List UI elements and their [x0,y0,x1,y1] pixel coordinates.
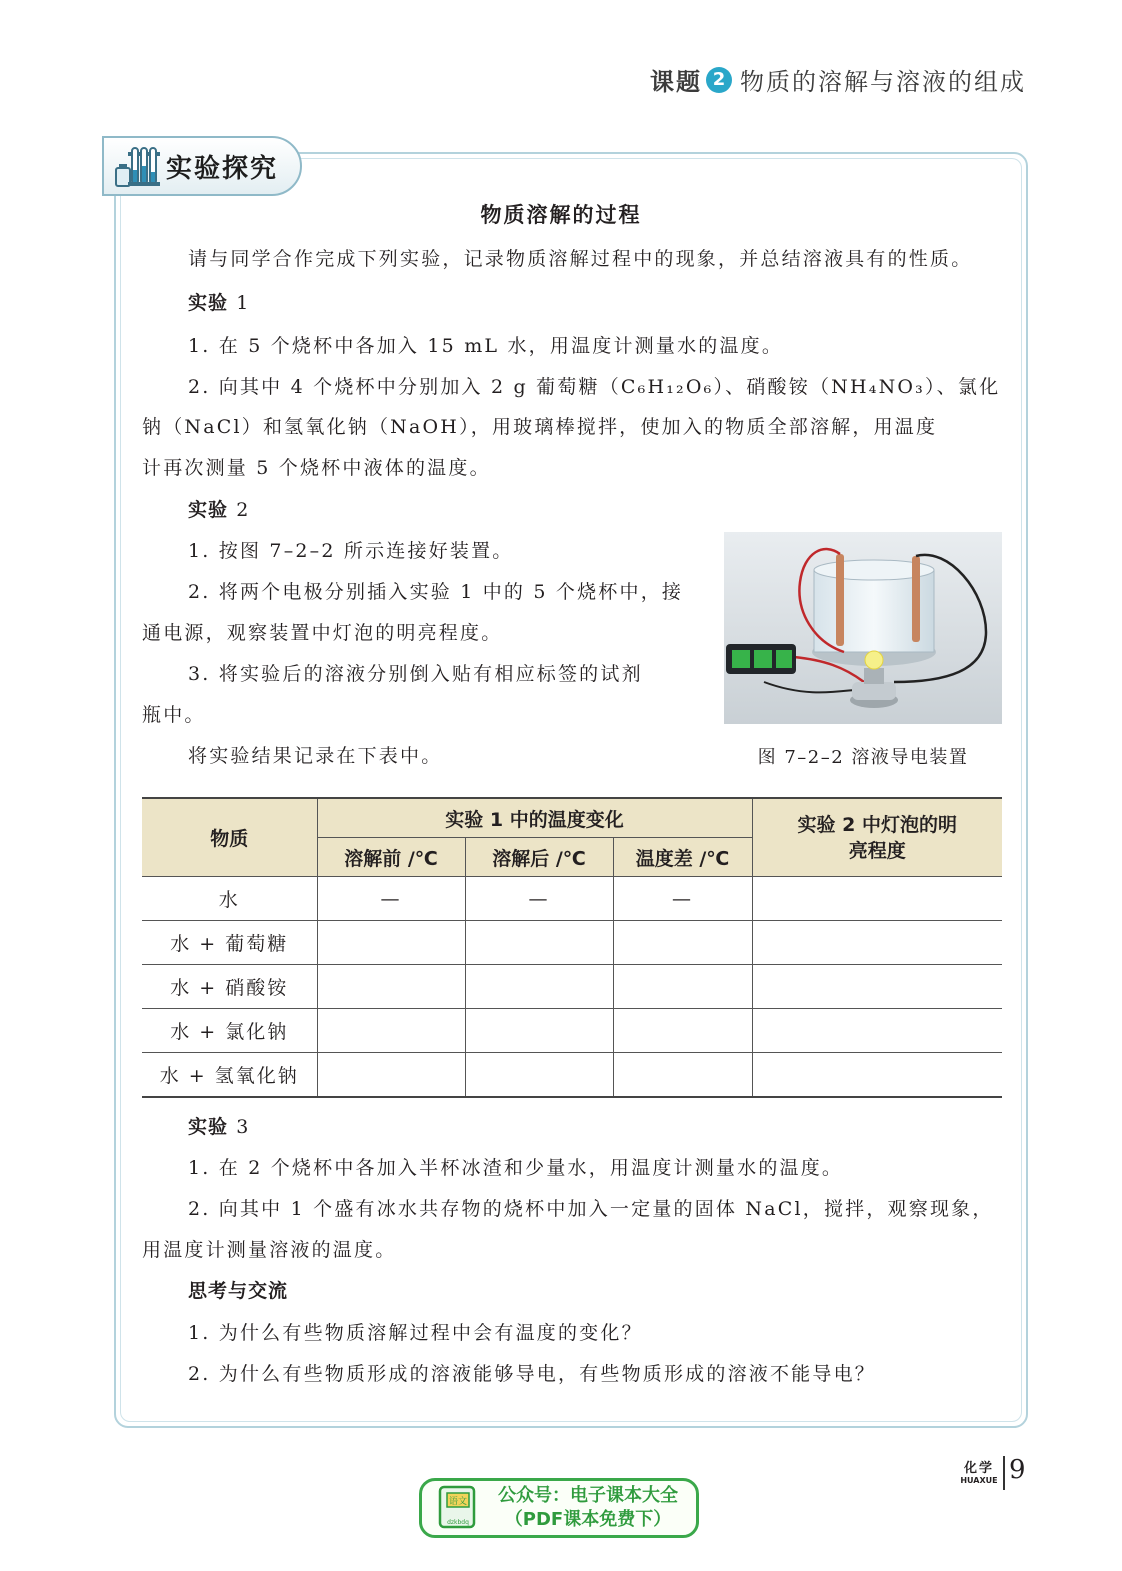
subject-pinyin: HUAXUE [960,1476,998,1485]
row-before: — [317,877,465,921]
exp1-heading [188,290,251,316]
footer-divider [1003,1456,1005,1490]
exp2-heading [188,497,251,523]
experiment-title: 物质溶解的过程 [480,202,642,227]
exp2-step1: 1. 按图 7–2–2 所示连接好装置。 [188,540,514,562]
col-diff: 温度差 /℃ [613,838,752,877]
lesson-title: 物质的溶解与溶液的组成 [740,68,1026,96]
exp1-step2-line2: 钠（NaCl）和氢氧化钠（NaOH），用玻璃棒搅拌，使加入的物质全部溶解，用温度 [142,416,938,438]
row-brightness [752,1009,1002,1053]
table-row [142,921,1002,965]
running-header [650,62,1026,97]
book-small-text: dzkbdq [447,1519,469,1526]
test-tubes-icon [114,144,162,188]
row-substance: 水 + 氯化钠 [142,1009,317,1053]
exp3-heading-label: 实验 [188,1116,229,1138]
lesson-label: 课题 [650,68,702,96]
col-exp1: 实验 1 中的温度变化 [317,798,752,838]
exp2-step3-line2: 瓶中。 [142,704,206,726]
table-row [142,877,1002,921]
exp3-step2-line1: 2. 向其中 1 个盛有冰水共存物的烧杯中加入一定量的固体 NaCl，搅拌，观察现象， [188,1198,994,1220]
intro-text: 请与同学合作完成下列实验，记录物质溶解过程中的现象，并总结溶液具有的性质。 [188,248,973,270]
exp3-heading-num: 3 [236,1116,251,1138]
exp1-heading-label: 实验 [188,292,229,314]
exp2-step2-line1: 2. 将两个电极分别插入实验 1 中的 5 个烧杯中，接 [188,581,684,603]
book-icon [436,1485,480,1531]
watermark-banner [419,1478,699,1538]
figure-caption: 图 7–2–2 溶液导电装置 [757,747,969,768]
exp1-step2-line3: 计再次测量 5 个烧杯中液体的温度。 [142,457,491,479]
section-title: 实验探究 [166,153,279,184]
table-row [142,1009,1002,1053]
row-after: — [465,877,613,921]
row-before [317,1009,465,1053]
discussion-heading: 思考与交流 [188,1280,289,1302]
exp2-heading-label: 实验 [188,499,229,521]
row-substance: 水 + 硝酸铵 [142,965,317,1009]
row-after [465,921,613,965]
col-substance: 物质 [142,798,317,877]
watermark-line1: 公众号：电子课本大全 [498,1485,678,1506]
row-diff [613,965,752,1009]
row-brightness [752,965,1002,1009]
col-after: 溶解后 /℃ [465,838,613,877]
exp3-step1: 1. 在 2 个烧杯中各加入半杯冰渣和少量水，用温度计测量水的温度。 [188,1157,844,1179]
exp2-record: 将实验结果记录在下表中。 [188,745,443,767]
results-table [142,797,1002,1098]
watermark-line2: （PDF课本免费下） [504,1509,672,1530]
exp3-step2-line2: 用温度计测量溶液的温度。 [142,1239,397,1261]
exp1-heading-num: 1 [236,292,251,314]
col-exp2: 实验 2 中灯泡的明亮程度 [752,798,1002,877]
book-badge-text: 语文 [448,1497,468,1507]
row-brightness [752,921,1002,965]
lesson-number-badge: 2 [706,67,732,93]
footer-subject [956,1457,1002,1485]
row-substance: 水 + 葡萄糖 [142,921,317,965]
exp1-step1: 1. 在 5 个烧杯中各加入 15 mL 水，用温度计测量水的温度。 [188,335,784,357]
section-tab [102,136,302,196]
exp2-heading-num: 2 [236,499,251,521]
col-before: 溶解前 /℃ [317,838,465,877]
discussion-q2: 2. 为什么有些物质形成的溶液能够导电，有些物质形成的溶液不能导电？ [188,1363,876,1385]
row-after [465,1009,613,1053]
row-diff [613,1053,752,1098]
row-brightness [752,1053,1002,1098]
exp2-step3-line1: 3. 将实验后的溶液分别倒入贴有相应标签的试剂 [188,663,643,685]
row-after [465,965,613,1009]
row-before [317,921,465,965]
exp1-step2-line1: 2. 向其中 4 个烧杯中分别加入 2 g 葡萄糖（C₆H₁₂O₆）、硝酸铵（NH₄NO₃）、氯化 [188,376,1001,398]
table-row [142,965,1002,1009]
row-before [317,965,465,1009]
table-row [142,1053,1002,1098]
row-after [465,1053,613,1098]
watermark-text [480,1484,696,1532]
discussion-q1: 1. 为什么有些物质溶解过程中会有温度的变化？ [188,1322,643,1344]
row-before [317,1053,465,1098]
row-diff: — [613,877,752,921]
row-diff [613,921,752,965]
row-brightness [752,877,1002,921]
exp3-heading [188,1114,251,1140]
conductivity-apparatus-figure [724,532,1002,724]
subject-zh: 化学 [963,1461,994,1476]
page-number: 9 [1009,1455,1026,1485]
row-substance: 水 [142,877,317,921]
exp2-step2-line2: 通电源，观察装置中灯泡的明亮程度。 [142,622,503,644]
row-diff [613,1009,752,1053]
row-substance: 水 + 氢氧化钠 [142,1053,317,1098]
